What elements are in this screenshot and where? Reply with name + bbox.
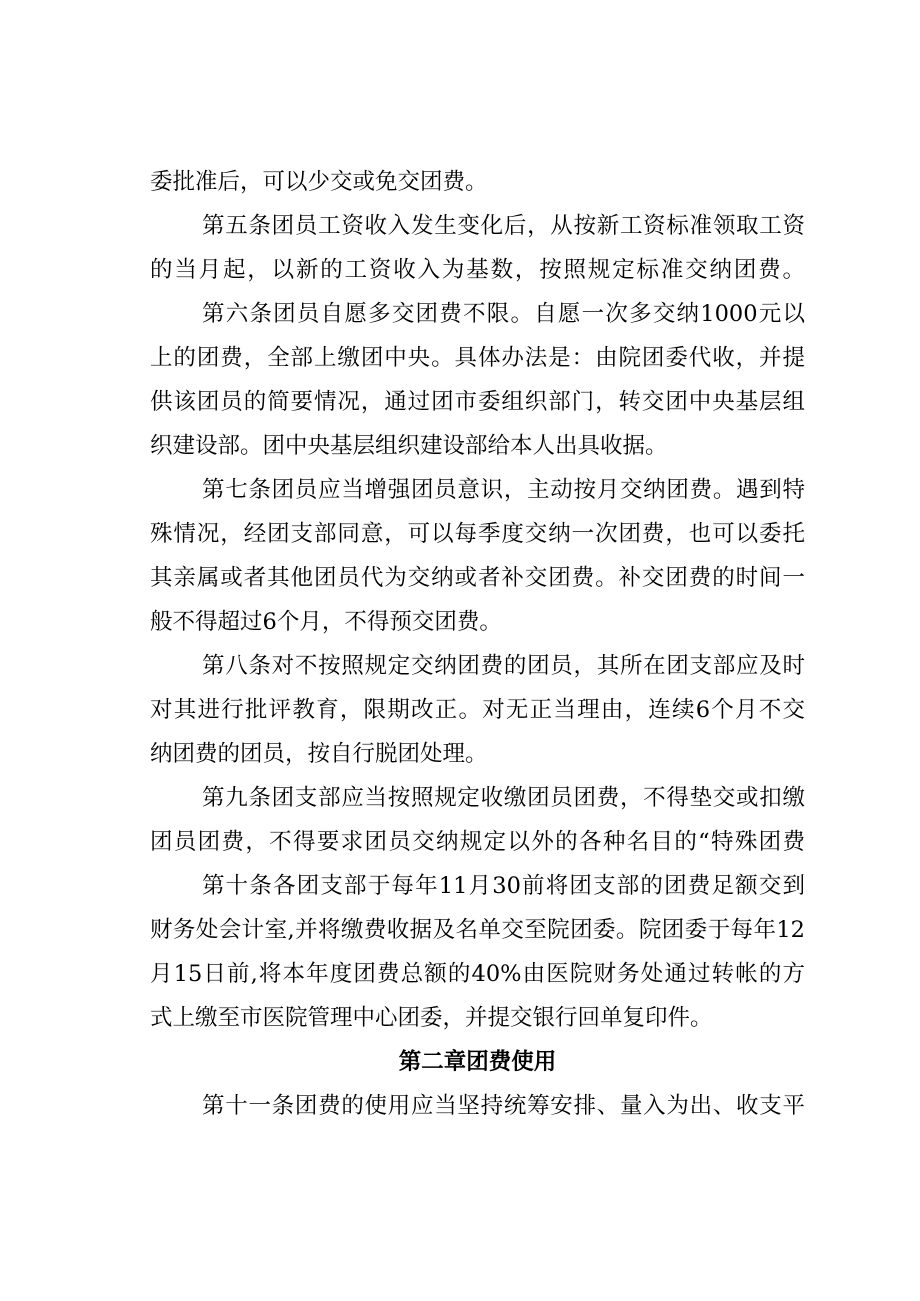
paragraph-line: 其亲属或者其他团员代为交纳或者补交团费。补交团费的时间一 xyxy=(150,565,805,591)
paragraph-line: 财务处会计室,并将缴费收据及名单交至院团委。院团委于每年12 xyxy=(150,917,805,943)
paragraph-line: 般不得超过6个月，不得预交团费。 xyxy=(150,609,502,635)
paragraph-line: 纳团费的团员，按自行脱团处理。 xyxy=(150,741,488,767)
article-5-line: 第五条团员工资收入发生变化后，从按新工资标准领取工资 xyxy=(202,213,805,239)
article-8-line: 第八条对不按照规定交纳团费的团员，其所在团支部应及时 xyxy=(202,653,805,679)
paragraph-line: 上的团费，全部上缴团中央。具体办法是：由院团委代收，并提 xyxy=(150,345,805,371)
paragraph-line: 式上缴至市医院管理中心团委，并提交银行回单复印件。 xyxy=(150,1005,713,1031)
article-7-line: 第七条团员应当增强团员意识，主动按月交纳团费。遇到特 xyxy=(202,477,805,503)
paragraph-line: 委批准后，可以少交或免交团费。 xyxy=(150,169,488,195)
chapter-heading: 第二章团费使用 xyxy=(398,1049,557,1075)
paragraph-line: 供该团员的简要情况，通过团市委组织部门，转交团中央基层组 xyxy=(150,389,805,415)
paragraph-line: 对其进行批评教育，限期改正。对无正当理由，连续6个月不交 xyxy=(150,697,805,723)
article-11-line: 第十一条团费的使用应当坚持统筹安排、量入为出、收支平 xyxy=(202,1093,805,1119)
paragraph-line: 的当月起，以新的工资收入为基数，按照规定标准交纳团费。 xyxy=(150,257,805,283)
paragraph-line: 织建设部。团中央基层组织建设部给本人出具收据。 xyxy=(150,433,668,459)
paragraph-line: 殊情况，经团支部同意，可以每季度交纳一次团费，也可以委托 xyxy=(150,521,805,547)
article-9-line: 第九条团支部应当按照规定收缴团员团费，不得垫交或扣缴 xyxy=(202,785,805,811)
paragraph-line: 团员团费，不得要求团员交纳规定以外的各种名目的“特殊团费 xyxy=(150,829,805,855)
article-6-line: 第六条团员自愿多交团费不限。自愿一次多交纳1000元以 xyxy=(202,301,805,327)
article-10-line: 第十条各团支部于每年11月30前将团支部的团费足额交到 xyxy=(202,873,805,899)
paragraph-line: 月15日前,将本年度团费总额的40%由医院财务处通过转帐的方 xyxy=(150,961,805,987)
